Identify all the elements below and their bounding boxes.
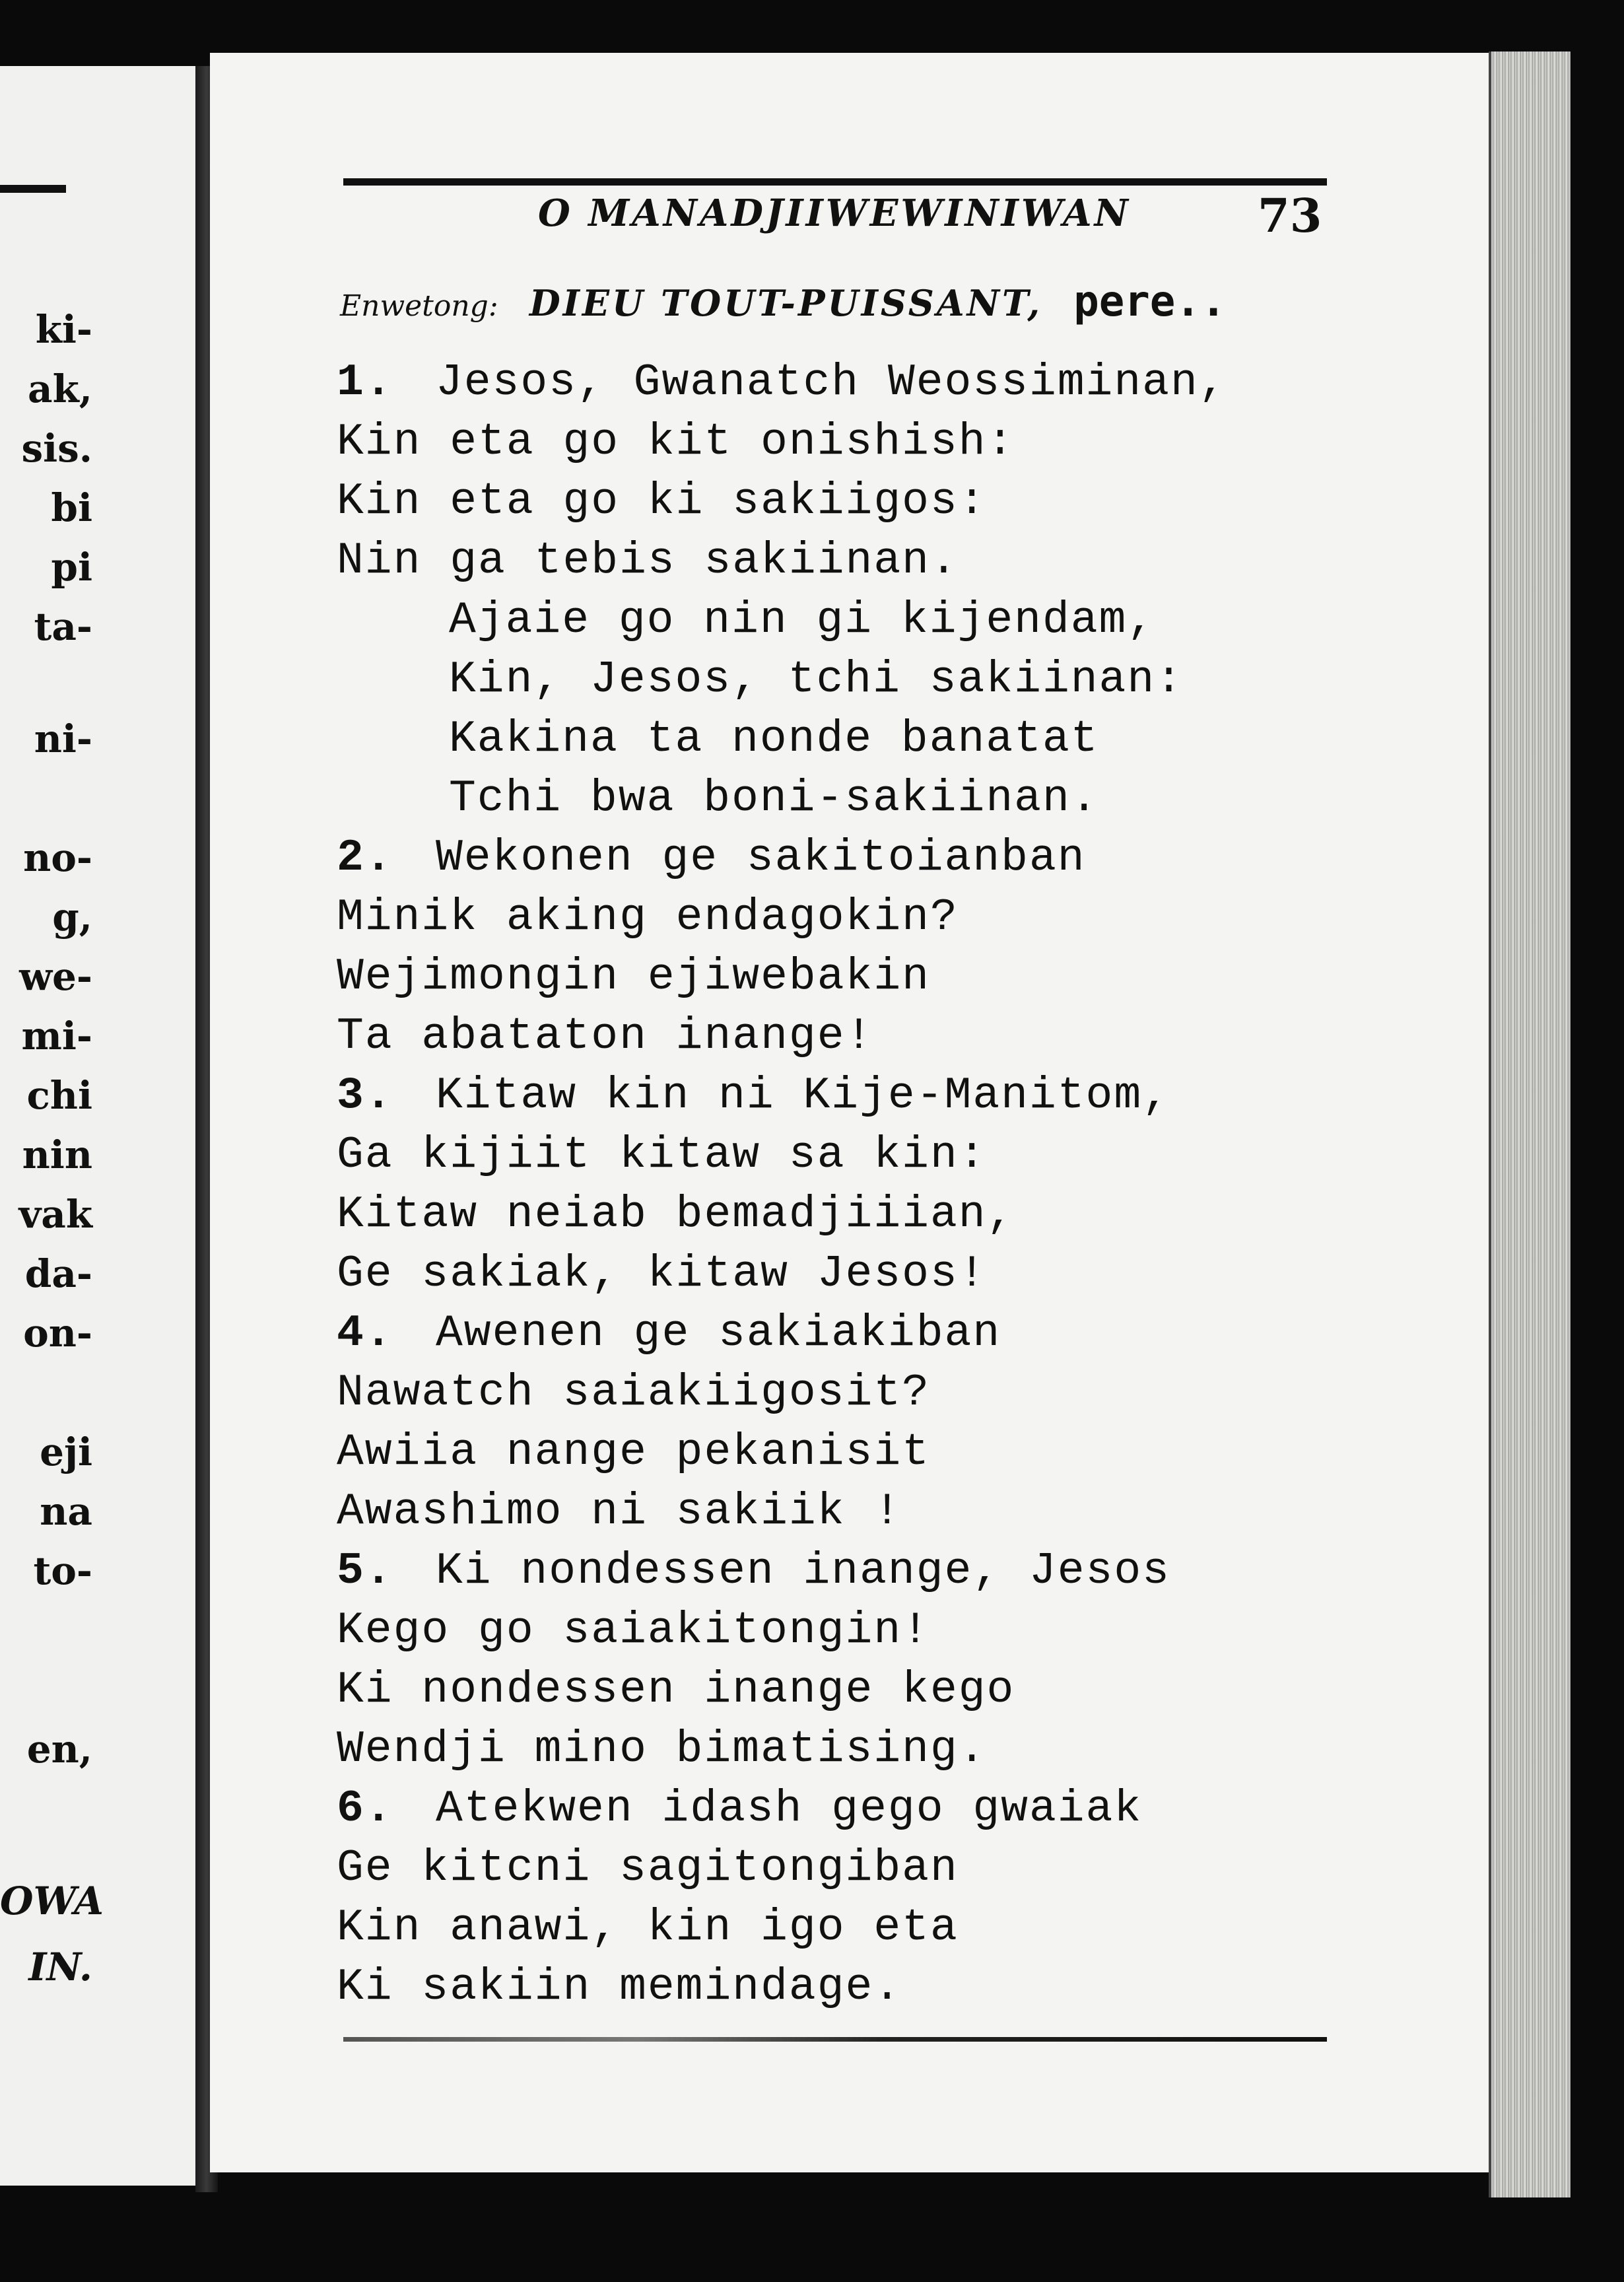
hymn-line-text: Minik aking endagokin? <box>337 892 959 943</box>
hymn-line-text: Kin eta go ki sakiigos: <box>337 476 987 527</box>
hymn-line-text: Ki nondessen inange, Jesos <box>436 1546 1170 1597</box>
hymn-line <box>337 1720 1367 1780</box>
hymn-line-text: Ga kijiit kitaw sa kin: <box>337 1130 987 1181</box>
hymn-line-text: Kitaw neiab bemadjiiian, <box>337 1189 1015 1240</box>
hymn-line-text: Wekonen ge sakitoianban <box>436 833 1086 883</box>
hymn-line <box>337 1542 1367 1601</box>
verse-number: 3. <box>337 1070 393 1121</box>
hymn-line-text: Wendji mino bimatising. <box>337 1724 987 1775</box>
hymn-line <box>337 1126 1367 1185</box>
previous-page-fragment: IN. <box>28 1945 92 1989</box>
hymn-line-text: Nawatch saiakiigosit? <box>337 1367 930 1418</box>
verse-number: 6. <box>337 1783 393 1834</box>
hymn-line-text: Kin eta go kit onishish: <box>337 417 1015 467</box>
hymn-line-text: Nin ga tebis sakiinan. <box>337 536 959 586</box>
tune-name: DIEU TOUT-PUISSANT, <box>529 282 1043 324</box>
hymn-line <box>337 1482 1367 1542</box>
hymn-line <box>337 1661 1367 1720</box>
refrain-line: Kin, Jesos, tchi sakiinan: <box>449 654 1184 705</box>
refrain-line: Ajaie go nin gi kijendam, <box>449 595 1156 646</box>
previous-page-fragment: bi <box>51 485 92 530</box>
hymn-line <box>337 1958 1367 2017</box>
hymn-line-text: Ge sakiak, kitaw Jesos! <box>337 1249 987 1299</box>
verse-number: 5. <box>337 1546 393 1597</box>
hymn-line-text: Ge kitcni sagitongiban <box>337 1843 959 1894</box>
refrain-line: Tchi bwa boni-sakiinan. <box>449 773 1099 824</box>
hymn-line <box>337 1007 1367 1066</box>
previous-page-fragment: to- <box>33 1548 92 1593</box>
previous-page-fragment: na <box>40 1489 92 1534</box>
hymn-line <box>337 1245 1367 1304</box>
hymn-line-text: Ta abataton inange! <box>337 1011 874 1062</box>
previous-page-fragment: OWA <box>0 1879 104 1923</box>
page-edges <box>1489 52 1571 2197</box>
previous-page-fragment: no- <box>23 835 92 880</box>
hymn-line-text: Awenen ge sakiakiban <box>436 1308 1001 1359</box>
hymn-line <box>337 1304 1367 1364</box>
previous-page-fragment: we- <box>19 954 92 999</box>
hymn-line-text: Kego go saiakitongin! <box>337 1605 930 1656</box>
previous-page-fragment: vak <box>18 1192 92 1237</box>
verse-number: 1. <box>337 357 393 408</box>
hymn-line-text: Kin anawi, kin igo eta <box>337 1902 959 1953</box>
previous-page-fragment: ki- <box>35 307 92 352</box>
hymn-line <box>337 472 1367 532</box>
hymn-line-text: Wejimongin ejiwebakin <box>337 951 930 1002</box>
hymn-line-text: Kitaw kin ni Kije-Manitom, <box>436 1070 1170 1121</box>
hymn-line <box>337 532 1367 591</box>
hymn-line <box>337 413 1367 472</box>
hymn-line <box>337 1066 1367 1126</box>
verse-number: 4. <box>337 1308 393 1359</box>
tune-label: Enwetong: <box>340 289 498 323</box>
hymn-line <box>337 1185 1367 1245</box>
verse-number: 2. <box>337 833 393 883</box>
previous-page-fragment: mi- <box>21 1014 92 1058</box>
previous-page-fragment: sis. <box>21 426 92 471</box>
hymn-line <box>337 1364 1367 1423</box>
previous-page-fragment: g, <box>52 895 92 940</box>
tune-line <box>340 277 1226 326</box>
hymn-line-text: Ki nondessen inange kego <box>337 1665 1015 1715</box>
hymn-line <box>337 829 1367 888</box>
previous-page-fragment: chi <box>26 1073 92 1118</box>
tune-extra: pere.. <box>1073 277 1227 326</box>
hymn-line-text: Atekwen idash gego gwaiak <box>436 1783 1143 1834</box>
previous-page-fragment: ni- <box>34 716 92 761</box>
hymn-line <box>337 1839 1367 1898</box>
header-rule <box>343 178 1327 186</box>
hymn-line <box>337 1780 1367 1839</box>
refrain-line: Kakina ta nonde banatat <box>449 714 1099 765</box>
previous-page-fragment: da- <box>24 1251 92 1296</box>
page-number: 73 <box>1258 188 1322 243</box>
hymn-line-text: Awiia nange pekanisit <box>337 1427 930 1478</box>
previous-page-fragment: ak, <box>28 366 92 411</box>
hymn-line-text: Awashimo ni sakiik ! <box>337 1486 902 1537</box>
previous-page-fragment: ta- <box>34 604 92 649</box>
running-header: O MANADJIIWEWINIWAN <box>538 191 1131 235</box>
hymn-text <box>337 353 1367 2017</box>
hymn-line <box>337 1423 1367 1482</box>
hymn-line <box>337 353 1367 413</box>
hymn-line <box>337 1898 1367 1958</box>
hymn-line <box>337 888 1367 948</box>
previous-page-fragment: nin <box>22 1132 92 1177</box>
previous-page-rule <box>0 185 66 193</box>
previous-page-fragment: eji <box>40 1430 92 1474</box>
previous-page-fragment: on- <box>23 1311 92 1356</box>
footer-rule <box>343 2037 1327 2042</box>
previous-page-fragment: pi <box>51 545 92 590</box>
hymn-line <box>337 1601 1367 1661</box>
previous-page-fragment: en, <box>26 1727 92 1772</box>
hymn-line-text: Ki sakiin memindage. <box>337 1962 902 2013</box>
hymn-line-text: Jesos, Gwanatch Weossiminan, <box>436 357 1227 408</box>
hymn-line <box>337 948 1367 1007</box>
